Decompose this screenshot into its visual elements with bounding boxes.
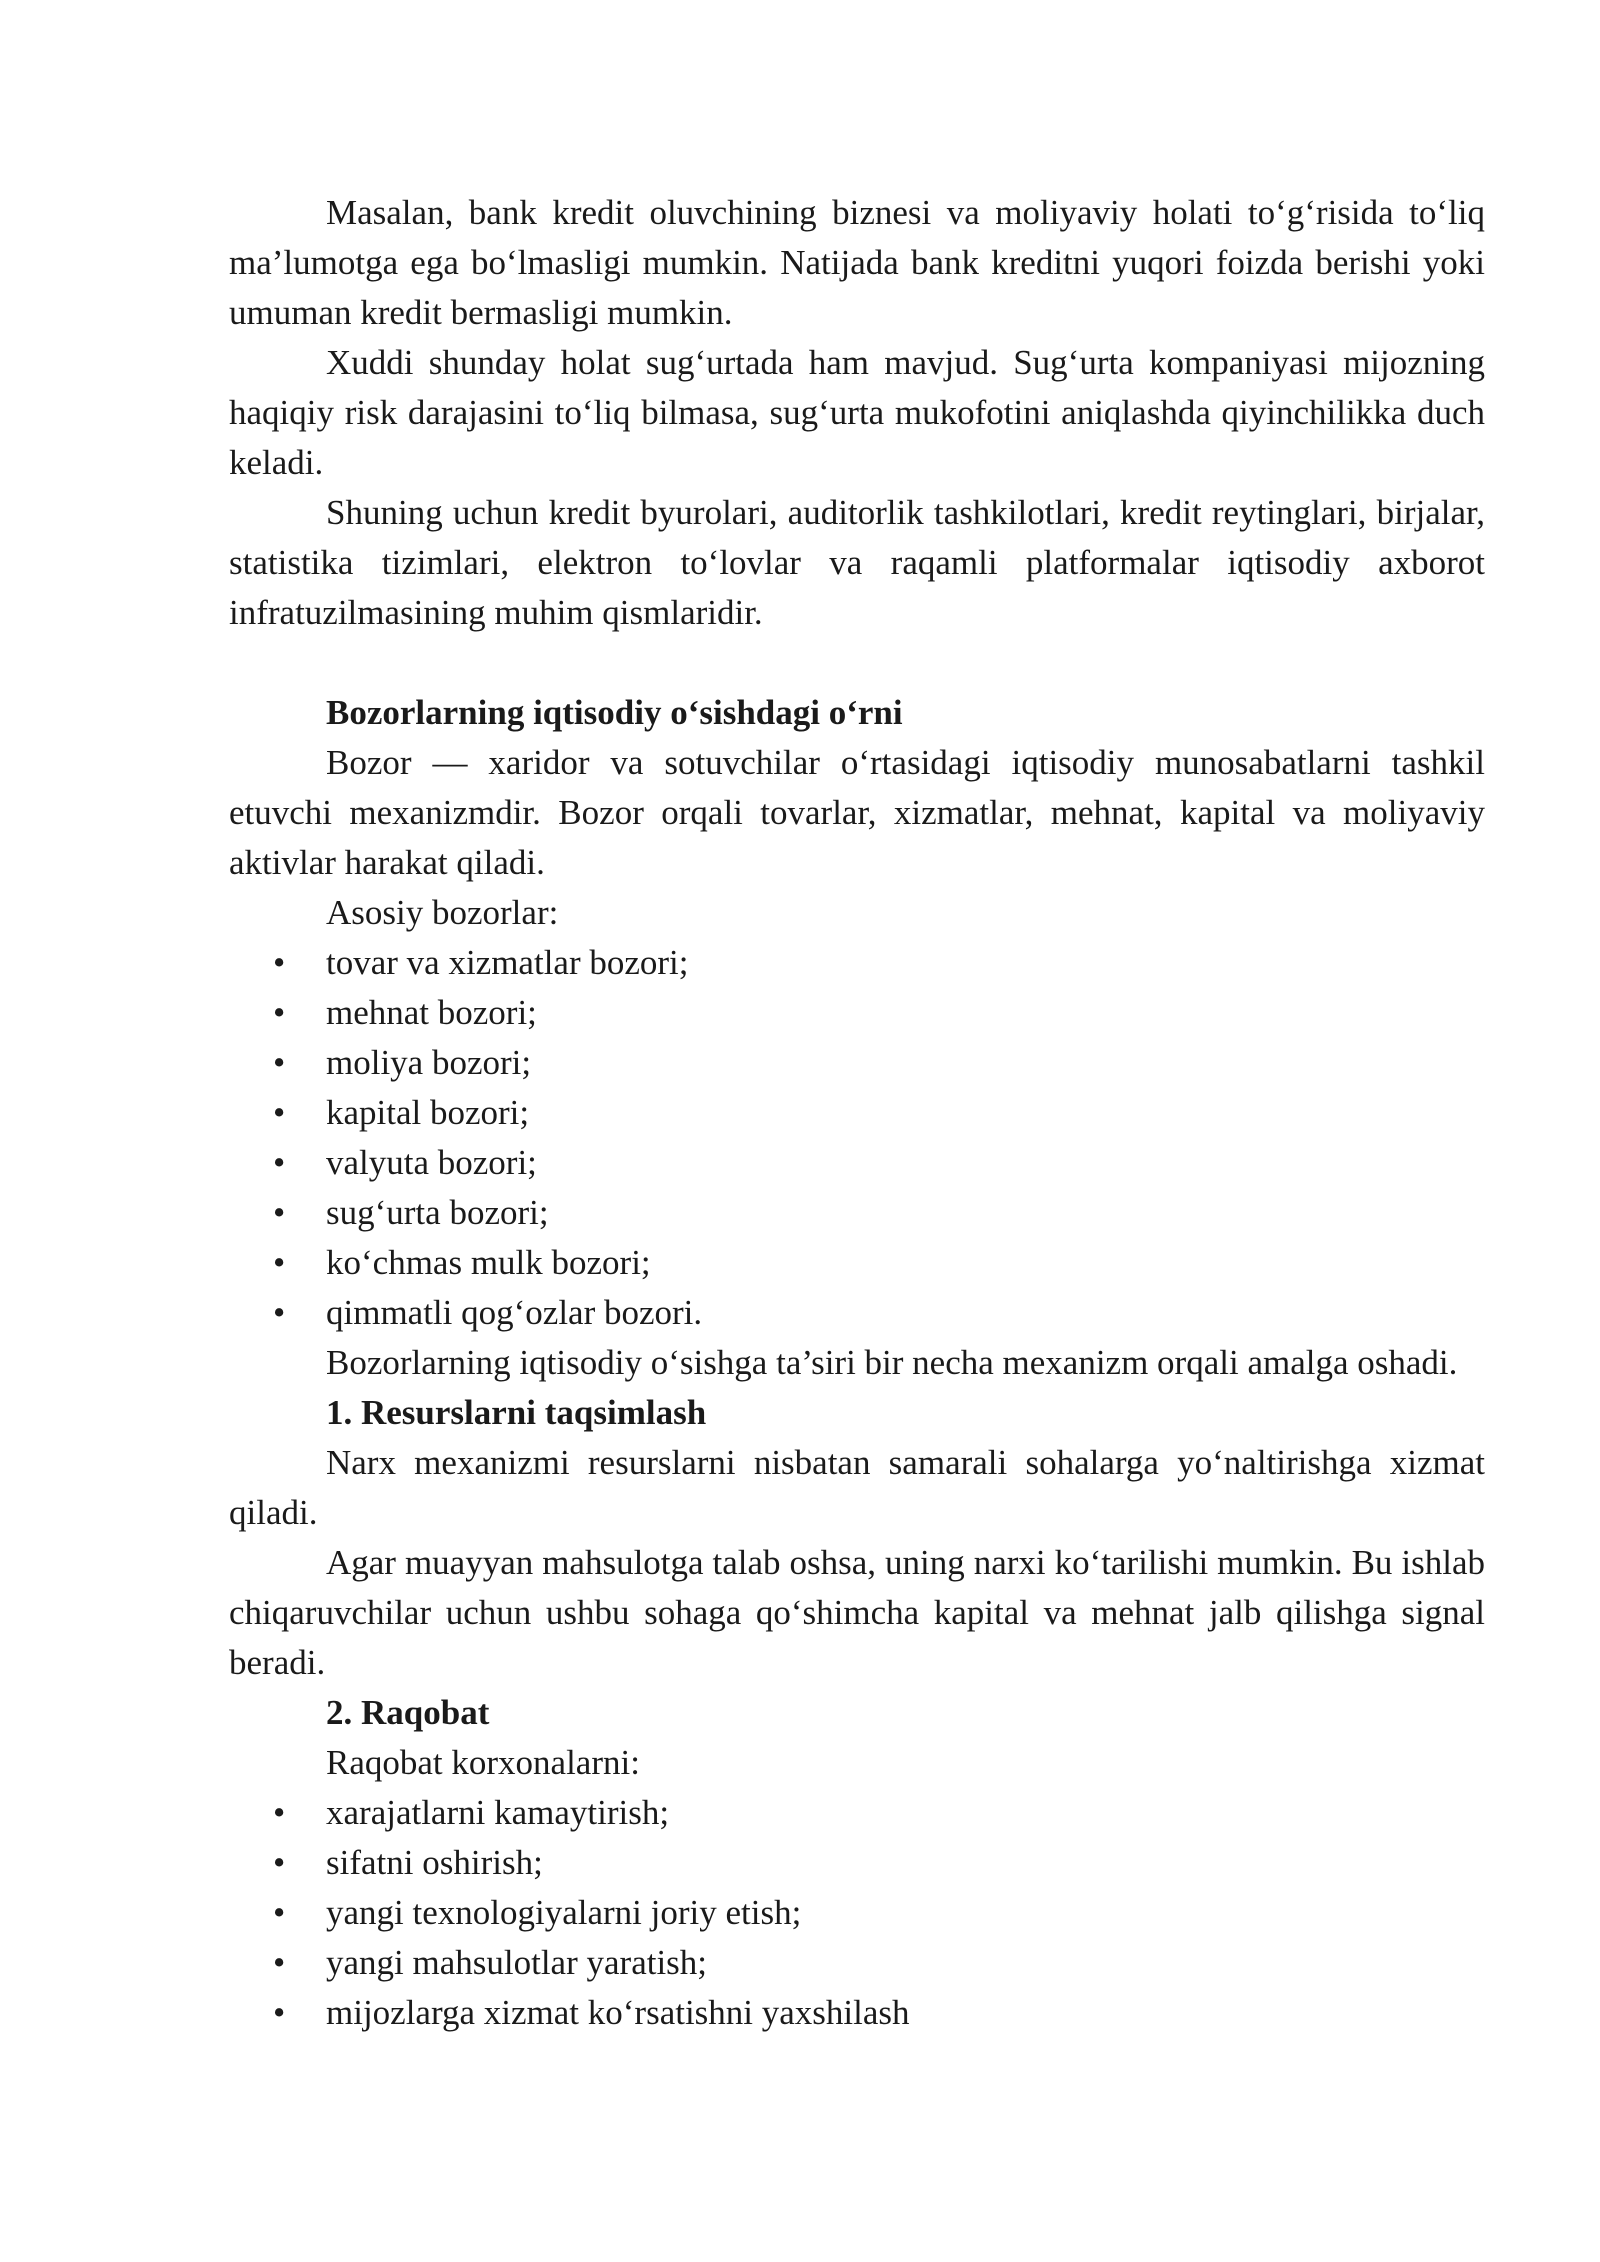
paragraph-bank-credit: Masalan, bank kredit oluvchining biznesi va moliyaviy holati to‘g‘risida to‘liq ma’lumotga ega bo‘lmasligi mumkin. Natijada bank kreditni yuqori foizda berishi yoki umuman kredit bermasligi mumkin. [229,193,1485,332]
list-item-text: kapital bozori; [326,1093,530,1132]
paragraph-insurance: Xuddi shunday holat sug‘urtada ham mavjud. Sug‘urta kompaniyasi mijozning haqiqiy risk darajasini to‘liq bilmasa, sug‘urta mukofotini aniqlashda qiyinchilikka duch keladi. [229,343,1485,482]
list-item [229,1788,1485,1838]
list-item-text: tovar va xizmatlar bozori; [326,943,689,982]
list-item-text: sifatni oshirish; [326,1843,543,1882]
subheading-competition: 2. Raqobat [326,1693,490,1732]
list-item [229,1088,1485,1138]
bullet-icon: • [273,1993,286,2032]
list-item-text: ko‘chmas mulk bozori; [326,1243,651,1282]
list-item-text: yangi mahsulotlar yaratish; [326,1943,708,1982]
paragraph-market-definition: Bozor — xaridor va sotuvchilar o‘rtasidagi iqtisodiy munosabatlarni tashkil etuvchi mexanizmdir. Bozor orqali tovarlar, xizmatlar, mehnat, kapital va moliyaviy aktivlar harakat qiladi. [229,743,1485,882]
section-spacer [229,638,1485,688]
section-heading-markets: Bozorlarning iqtisodiy o‘sishdagi o‘rni [326,693,903,732]
list-item [229,938,1485,988]
markets-list-intro: Asosiy bozorlar: [326,893,559,932]
list-item-text: sug‘urta bozori; [326,1193,549,1232]
markets-list [229,938,1485,1338]
bullet-icon: • [273,993,286,1032]
paragraph-growth-mechanisms: Bozorlarning iqtisodiy o‘sishga ta’siri bir necha mexanizm orqali amalga oshadi. [326,1343,1458,1382]
document-page [229,188,1485,2038]
bullet-icon: • [273,1893,286,1932]
list-item [229,1038,1485,1088]
subheading-resource-allocation: 1. Resurslarni taqsimlash [326,1393,707,1432]
bullet-icon: • [273,1193,286,1232]
list-item [229,1138,1485,1188]
bullet-icon: • [273,1293,286,1332]
bullet-icon: • [273,1043,286,1082]
list-item-text: xarajatlarni kamaytirish; [326,1793,670,1832]
list-item [229,1238,1485,1288]
list-item [229,1888,1485,1938]
list-item [229,988,1485,1038]
bullet-icon: • [273,1143,286,1182]
bullet-icon: • [273,1793,286,1832]
list-item-text: mijozlarga xizmat ko‘rsatishni yaxshilash [326,1993,910,2032]
list-item [229,1188,1485,1238]
competition-list-intro: Raqobat korxonalarni: [326,1743,640,1782]
paragraph-demand-signal: Agar muayyan mahsulotga talab oshsa, uning narxi ko‘tarilishi mumkin. Bu ishlab chiqaruvchilar uchun ushbu sohaga qo‘shimcha kapital va mehnat jalb qilishga signal beradi. [229,1543,1485,1682]
bullet-icon: • [273,1093,286,1132]
list-item-text: mehnat bozori; [326,993,537,1032]
list-item [229,1288,1485,1338]
list-item [229,1938,1485,1988]
paragraph-information-infrastructure: Shuning uchun kredit byurolari, auditorlik tashkilotlari, kredit reytinglari, birjalar, statistika tizimlari, elektron to‘lovlar va raqamli platformalar iqtisodiy axborot infratuzilmasining muhim qismlaridir. [229,493,1485,632]
list-item [229,1838,1485,1888]
list-item-text: yangi texnologiyalarni joriy etish; [326,1893,802,1932]
list-item-text: valyuta bozori; [326,1143,537,1182]
list-item-text: moliya bozori; [326,1043,532,1082]
list-item [229,1988,1485,2038]
list-item-text: qimmatli qog‘ozlar bozori. [326,1293,703,1332]
bullet-icon: • [273,1843,286,1882]
bullet-icon: • [273,943,286,982]
bullet-icon: • [273,1943,286,1982]
paragraph-price-mechanism: Narx mexanizmi resurslarni nisbatan samarali sohalarga yo‘naltirishga xizmat qiladi. [229,1443,1485,1532]
bullet-icon: • [273,1243,286,1282]
competition-list [229,1788,1485,2038]
